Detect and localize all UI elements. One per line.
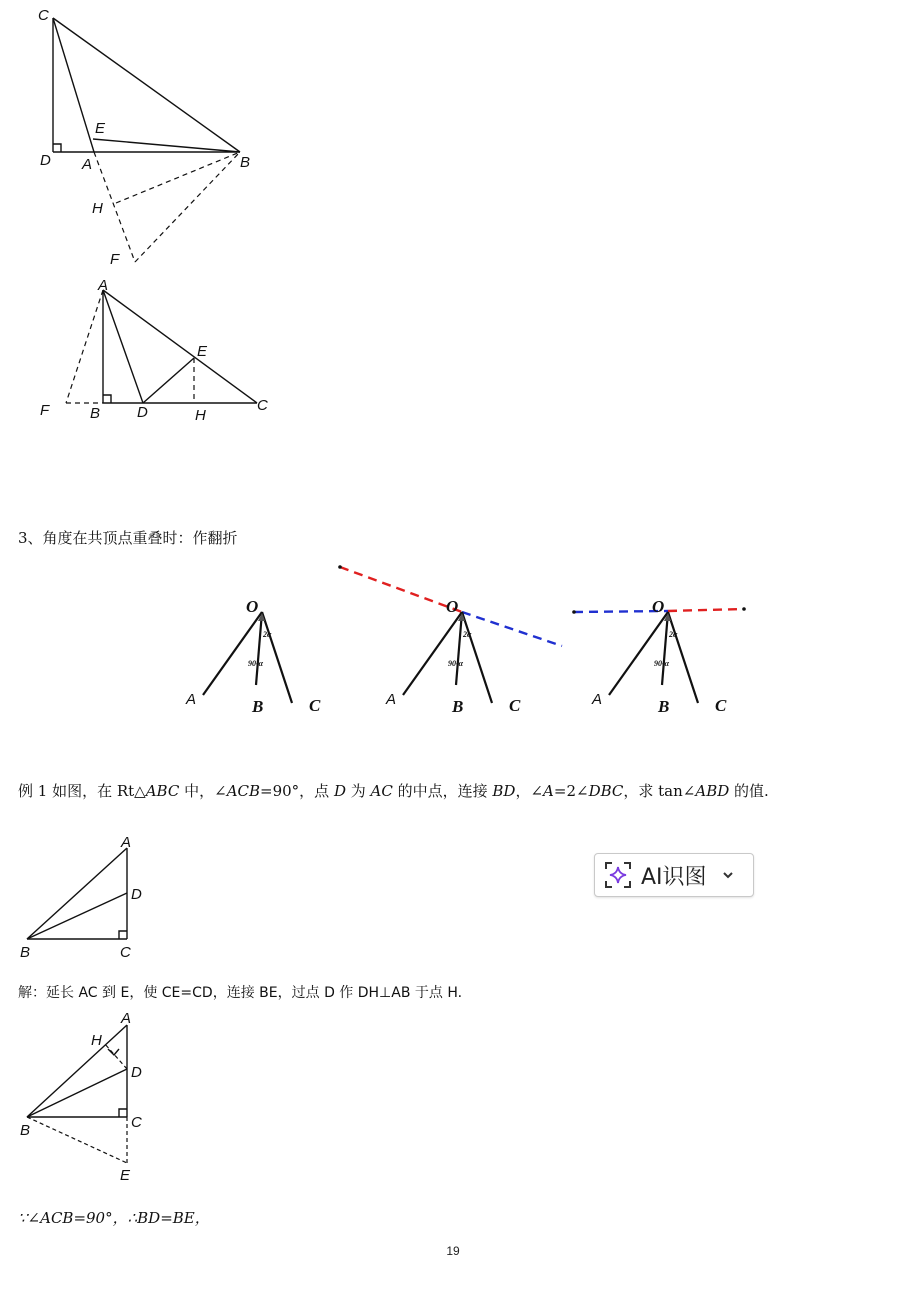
fold-figure-3 [572,597,746,716]
figure-2-triangle [30,270,290,430]
label-B: B [90,405,101,422]
svg-text:C: C [309,696,321,715]
chevron-down-icon [721,868,735,882]
svg-text:A: A [592,691,603,708]
fold-figure-1 [185,597,321,716]
section-3-heading: 3、角度在共顶点重叠时：作翻折 [18,529,238,547]
svg-text:A: A [121,834,132,851]
svg-text:2α: 2α [669,630,678,639]
svg-text:D: D [131,1064,142,1081]
conclusion-line: ∵∠ACB=90°，∴BD=BE， [18,1209,210,1227]
fold-figures [0,555,906,730]
label-F: F [110,251,120,268]
label-H: H [195,407,206,424]
label-F: F [40,402,50,419]
svg-text:H: H [91,1032,102,1049]
svg-text:90-α: 90-α [448,659,464,668]
svg-text:B: B [252,697,264,716]
label-A: A [98,277,109,294]
svg-text:O: O [652,597,665,616]
svg-text:C: C [715,696,727,715]
label-E: E [197,343,208,360]
fold-figure-2 [338,565,562,716]
svg-text:C: C [509,696,521,715]
label-H: H [92,200,103,217]
svg-text:B: B [452,697,464,716]
label-C: C [38,7,49,24]
svg-text:A: A [121,1010,132,1027]
label-D: D [137,404,148,421]
svg-text:O: O [246,597,259,616]
svg-text:C: C [131,1114,142,1131]
label-A: A [82,156,93,173]
svg-text:90-α: 90-α [654,659,670,668]
label-B: B [240,154,251,171]
svg-text:2α: 2α [263,630,272,639]
svg-text:D: D [131,886,142,903]
figure-1-triangle [30,0,290,270]
svg-text:E: E [120,1167,131,1184]
page-number: 19 [446,1244,460,1258]
figure-3-triangle [0,830,160,965]
label-E: E [95,120,106,137]
svg-text:B: B [658,697,670,716]
svg-text:A: A [186,691,197,708]
svg-text:90-α: 90-α [248,659,264,668]
svg-text:B: B [20,944,31,961]
svg-text:2α: 2α [463,630,472,639]
solution-step-1: 解：延长 AC 到 E，使 CE=CD，连接 BE，过点 D 作 DH⊥AB 于点 H. [18,985,463,1001]
ai-recognize-button[interactable] [594,853,754,897]
label-C: C [257,397,268,414]
svg-text:A: A [386,691,397,708]
svg-text:B: B [20,1122,31,1139]
example-1-problem: 例 1 如图，在 Rt△ABC 中，∠ACB=90°，点 D 为 AC 的中点，连接 BD，∠A=2∠DBC，求 tan∠ABD 的值. [18,782,769,800]
ai-sparkle-icon [603,860,633,890]
label-D: D [40,152,51,169]
ai-button-label: AI识图 [641,864,707,890]
svg-text:O: O [446,597,459,616]
figure-4-triangle [0,1005,160,1185]
svg-text:C: C [120,944,131,961]
